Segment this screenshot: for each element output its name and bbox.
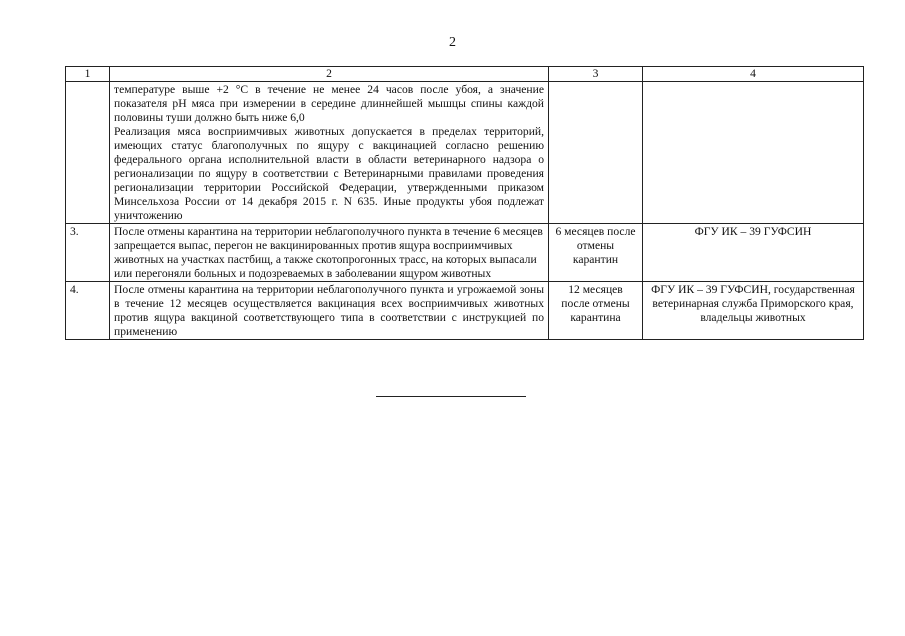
measure-paragraph: После отмены карантина на территории неблагополучного пункта и угрожаемой зоны в течение 12 месяцев осуществляется вакцинация всех восприимчивых животных против ящура вакциной соответствующего типа в соответствии с инструкцией по применению	[114, 283, 544, 338]
table-row	[66, 224, 864, 282]
term-cell: 6 месяцев после отмены карантин	[549, 224, 643, 282]
table-row	[66, 282, 864, 340]
measure-paragraph: температуре выше +2 °С в течение не менее 24 часов после убоя, а значение показателя рН мяса при измерении в середине длиннейшей мышцы спины каждой половины туши должно быть ниже 6,0	[114, 83, 544, 124]
column-header: 1	[66, 67, 110, 82]
page-number: 2	[449, 35, 456, 50]
measure-cell	[110, 82, 549, 224]
column-header: 4	[643, 67, 864, 82]
end-divider	[376, 396, 526, 397]
table-header-row	[66, 67, 864, 82]
row-number	[66, 82, 110, 224]
responsible-cell: ФГУ ИК – 39 ГУФСИН	[643, 224, 864, 282]
measure-cell	[110, 282, 549, 340]
table-row	[66, 82, 864, 224]
measure-cell	[110, 224, 549, 282]
term-cell: 12 месяцев после отмены карантина	[549, 282, 643, 340]
column-header: 2	[110, 67, 549, 82]
measure-paragraph: Реализация мяса восприимчивых животных допускается в пределах территорий, имеющих статус благополучных по ящуру с вакцинацией согласно решению федерального органа исполнительной власти в области ветеринарного надзора о регионализации по ящуру в соответствии с Ветеринарными правилами проведения регионализации территории Российской Федерации, утвержденными приказом Минсельхоза России от 14 декабря 2015 г. N 635. Иные продукты убоя подлежат уничтожению	[114, 125, 544, 222]
column-header: 3	[549, 67, 643, 82]
responsible-cell: ФГУ ИК – 39 ГУФСИН, государственная ветеринарная служба Приморского края, владельцы животных	[643, 282, 864, 340]
measures-table	[65, 66, 864, 340]
row-number: 3.	[66, 224, 110, 282]
responsible-cell	[643, 82, 864, 224]
measure-paragraph: После отмены карантина на территории неблагополучного пункта в течение 6 месяцев запрещается выпас, перегон не вакцинированных против ящура восприимчивых животных на участках пастбищ, а также скотопрогонных трасс, на которых выпасали или перегоняли больных и подозреваемых в заболевании ящуром животных	[114, 225, 543, 280]
row-number: 4.	[66, 282, 110, 340]
term-cell	[549, 82, 643, 224]
